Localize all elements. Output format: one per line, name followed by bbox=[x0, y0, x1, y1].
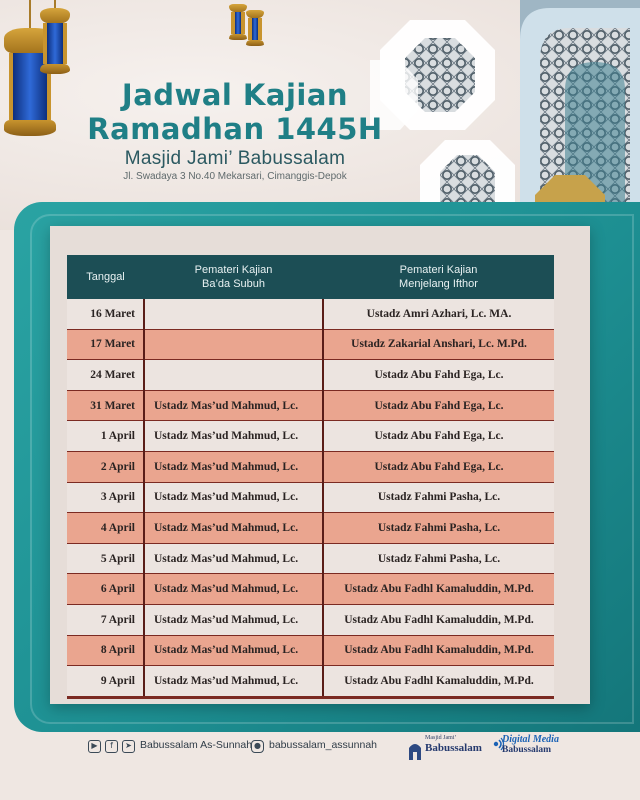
logo-dm-line1: Digital Media bbox=[502, 734, 559, 745]
cell-subuh bbox=[144, 360, 323, 391]
cell-date: 4 April bbox=[67, 513, 144, 544]
footer bbox=[0, 728, 640, 768]
cell-ifthor: Ustadz Fahmi Pasha, Lc. bbox=[323, 543, 554, 574]
table-row bbox=[67, 574, 554, 605]
schedule-card bbox=[50, 226, 590, 704]
table-row bbox=[67, 635, 554, 666]
mosque-arch-illustration bbox=[370, 0, 640, 230]
cell-date: 7 April bbox=[67, 604, 144, 635]
cell-date: 24 Maret bbox=[67, 360, 144, 391]
instagram-handle[interactable]: babussalam_assunnah bbox=[269, 739, 377, 751]
cell-subuh: Ustadz Mas’ud Mahmud, Lc. bbox=[144, 421, 323, 452]
cell-date: 1 April bbox=[67, 421, 144, 452]
cell-date: 6 April bbox=[67, 574, 144, 605]
cell-ifthor: Ustadz Abu Fahd Ega, Lc. bbox=[323, 390, 554, 421]
cell-ifthor: Ustadz Zakarial Anshari, Lc. M.Pd. bbox=[323, 329, 554, 360]
header-subuh-line2: Ba’da Subuh bbox=[202, 278, 265, 290]
cell-subuh: Ustadz Mas’ud Mahmud, Lc. bbox=[144, 604, 323, 635]
lantern-icon bbox=[229, 4, 247, 42]
logo-masjid-big: Babussalam bbox=[425, 742, 482, 754]
table-row bbox=[67, 604, 554, 635]
cell-ifthor: Ustadz Fahmi Pasha, Lc. bbox=[323, 513, 554, 544]
cell-date: 8 April bbox=[67, 635, 144, 666]
cell-subuh: Ustadz Mas’ud Mahmud, Lc. bbox=[144, 666, 323, 698]
masjid-name: Masjid Jami’ Babussalam bbox=[124, 148, 346, 169]
telegram-icon[interactable]: ➤ bbox=[122, 740, 135, 753]
table-row bbox=[67, 390, 554, 421]
youtube-icon[interactable]: ▶ bbox=[88, 740, 101, 753]
cell-ifthor: Ustadz Amri Azhari, Lc. MA. bbox=[323, 299, 554, 329]
cell-ifthor: Ustadz Abu Fahd Ega, Lc. bbox=[323, 421, 554, 452]
header-date: Tanggal bbox=[67, 255, 144, 299]
cell-ifthor: Ustadz Abu Fadhl Kamaluddin, M.Pd. bbox=[323, 574, 554, 605]
cell-subuh bbox=[144, 329, 323, 360]
cell-date: 9 April bbox=[67, 666, 144, 698]
social-handle[interactable]: Babussalam As-Sunnah bbox=[140, 739, 253, 751]
title-block bbox=[80, 78, 390, 182]
cell-date: 5 April bbox=[67, 543, 144, 574]
cell-subuh: Ustadz Mas’ud Mahmud, Lc. bbox=[144, 543, 323, 574]
header-ifthor-line1: Pemateri Kajian bbox=[399, 264, 478, 276]
page-title-line2: Ramadhan 1445H bbox=[87, 112, 383, 146]
cell-ifthor: Ustadz Abu Fahd Ega, Lc. bbox=[323, 451, 554, 482]
table-row bbox=[67, 666, 554, 698]
header-subuh bbox=[144, 255, 323, 299]
table-row bbox=[67, 451, 554, 482]
cell-date: 3 April bbox=[67, 482, 144, 513]
cell-subuh: Ustadz Mas’ud Mahmud, Lc. bbox=[144, 574, 323, 605]
cell-subuh bbox=[144, 299, 323, 329]
cell-subuh: Ustadz Mas’ud Mahmud, Lc. bbox=[144, 482, 323, 513]
header-subuh-line1: Pemateri Kajian bbox=[194, 264, 273, 276]
facebook-icon[interactable]: f bbox=[105, 740, 118, 753]
cell-date: 16 Maret bbox=[67, 299, 144, 329]
header-ifthor-line2: Menjelang Ifthor bbox=[399, 278, 478, 290]
table-row bbox=[67, 299, 554, 329]
table-row bbox=[67, 513, 554, 544]
cell-ifthor: Ustadz Abu Fadhl Kamaluddin, M.Pd. bbox=[323, 604, 554, 635]
cell-subuh: Ustadz Mas’ud Mahmud, Lc. bbox=[144, 451, 323, 482]
lantern-icon bbox=[40, 8, 70, 78]
lantern-chain bbox=[54, 0, 56, 8]
cell-date: 17 Maret bbox=[67, 329, 144, 360]
cell-ifthor: Ustadz Fahmi Pasha, Lc. bbox=[323, 482, 554, 513]
cell-ifthor: Ustadz Abu Fahd Ega, Lc. bbox=[323, 360, 554, 391]
table-row bbox=[67, 421, 554, 452]
page-title-line1: Jadwal Kajian bbox=[121, 78, 349, 112]
masjid-address: Jl. Swadaya 3 No.40 Mekarsari, Cimanggis-Depok bbox=[123, 171, 347, 182]
lantern-chain bbox=[29, 0, 31, 30]
logo-dm-line2: Babussalam bbox=[502, 745, 552, 755]
cell-date: 2 April bbox=[67, 451, 144, 482]
cell-date: 31 Maret bbox=[67, 390, 144, 421]
logo-masjid-small: Masjid Jami’ bbox=[425, 735, 457, 741]
table-row bbox=[67, 360, 554, 391]
lantern-icon bbox=[246, 10, 264, 48]
cell-subuh: Ustadz Mas’ud Mahmud, Lc. bbox=[144, 635, 323, 666]
mosque-logo-icon bbox=[408, 738, 422, 760]
table-header-row bbox=[67, 255, 554, 299]
table-row bbox=[67, 329, 554, 360]
cell-subuh: Ustadz Mas’ud Mahmud, Lc. bbox=[144, 390, 323, 421]
schedule-table bbox=[67, 255, 554, 699]
cell-subuh: Ustadz Mas’ud Mahmud, Lc. bbox=[144, 513, 323, 544]
cell-ifthor: Ustadz Abu Fadhl Kamaluddin, M.Pd. bbox=[323, 635, 554, 666]
cell-ifthor: Ustadz Abu Fadhl Kamaluddin, M.Pd. bbox=[323, 666, 554, 698]
table-row bbox=[67, 482, 554, 513]
instagram-icon[interactable]: ● bbox=[251, 740, 264, 753]
header-ifthor bbox=[323, 255, 554, 299]
table-row bbox=[67, 543, 554, 574]
